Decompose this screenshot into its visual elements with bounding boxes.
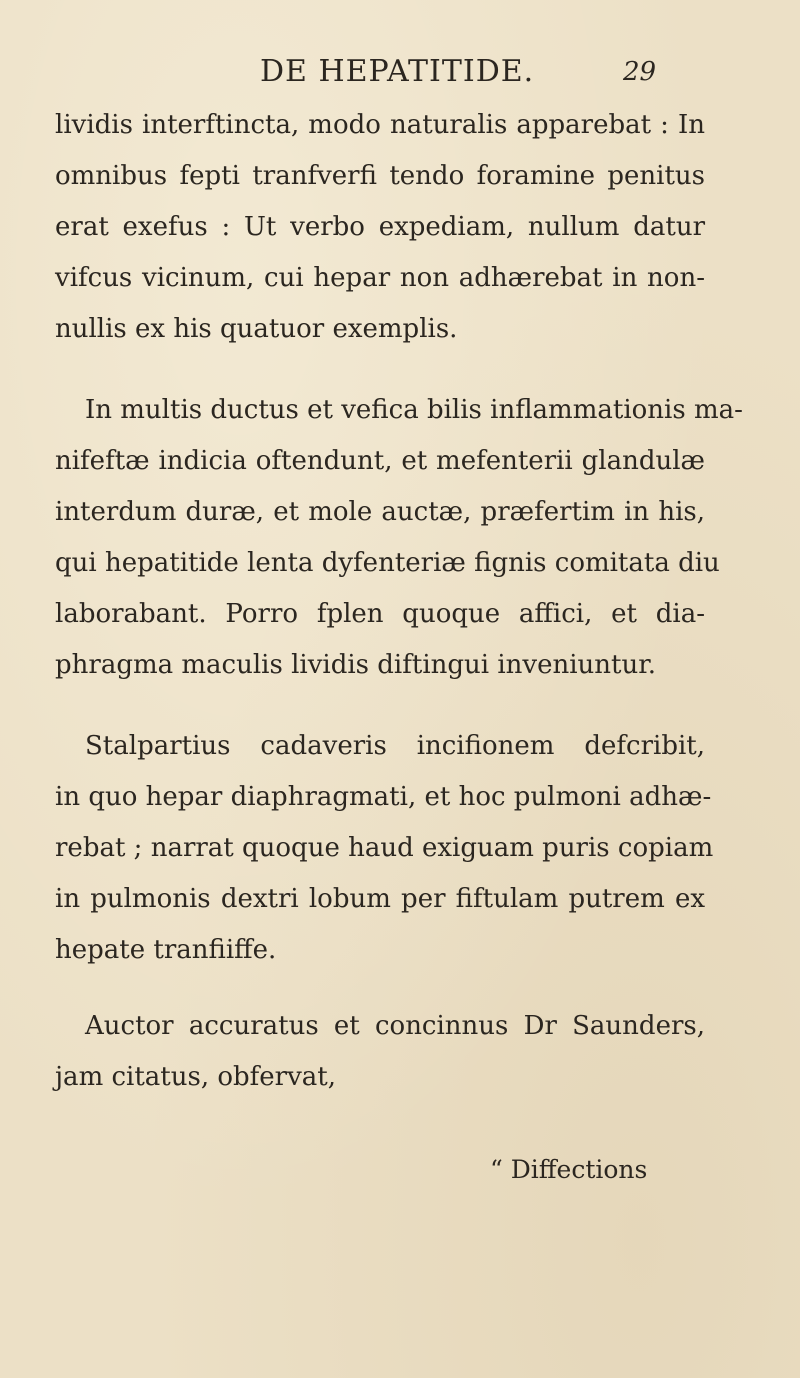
paragraph-2 xyxy=(55,385,743,691)
text-line: laborabant. Porro fplen quoque affici, et dia- xyxy=(55,599,705,629)
text-line: Stalpartius cadaveris incifionem defcribit, xyxy=(85,731,705,761)
text-line: omnibus fepti tranfverfi tendo foramine penitus xyxy=(55,161,705,191)
page-header xyxy=(0,52,800,92)
text-line: nullis ex his quatuor exemplis. xyxy=(55,314,458,344)
paragraph-4 xyxy=(55,1001,705,1103)
text-line: in quo hepar diaphragmati, et hoc pulmoni adhæ- xyxy=(55,782,712,812)
paragraph-gap xyxy=(55,691,705,721)
text-line: erat exefus : Ut verbo expediam, nullum datur xyxy=(55,212,705,242)
paragraph-gap xyxy=(55,976,705,1001)
paragraph-3 xyxy=(55,721,714,976)
paragraph-gap xyxy=(55,355,705,385)
text-line: in pulmonis dextri lobum per fiftulam putrem ex xyxy=(55,884,705,914)
running-title: DE HEPATITIDE. xyxy=(260,54,535,89)
text-line: In multis ductus et vefica bilis inflammationis ma- xyxy=(85,395,743,425)
text-line: rebat ; narrat quoque haud exiguam puris copiam xyxy=(55,833,714,863)
body-text xyxy=(55,100,743,1103)
text-line: Auctor accuratus et concinnus Dr Saunders, xyxy=(85,1011,705,1041)
paragraph-1 xyxy=(55,100,705,355)
page-number: 29 xyxy=(623,57,657,87)
text-line: jam citatus, obfervat, xyxy=(55,1062,337,1092)
text-line: qui hepatitide lenta dyfenteriæ fignis comitata diu xyxy=(55,548,720,578)
text-line: interdum duræ, et mole auctæ, præfertim in his, xyxy=(55,497,705,527)
text-line: phragma maculis lividis diftingui inveniuntur. xyxy=(55,650,657,680)
text-line: hepate tranfiiffe. xyxy=(55,935,277,965)
text-line: vifcus vicinum, cui hepar non adhærebat in non- xyxy=(55,263,705,293)
text-line: nifeftæ indicia oftendunt, et mefenterii glandulæ xyxy=(55,446,705,476)
text-line: lividis interftincta, modo naturalis apparebat : In xyxy=(55,110,705,140)
catchword: “ Diffections xyxy=(490,1155,648,1184)
